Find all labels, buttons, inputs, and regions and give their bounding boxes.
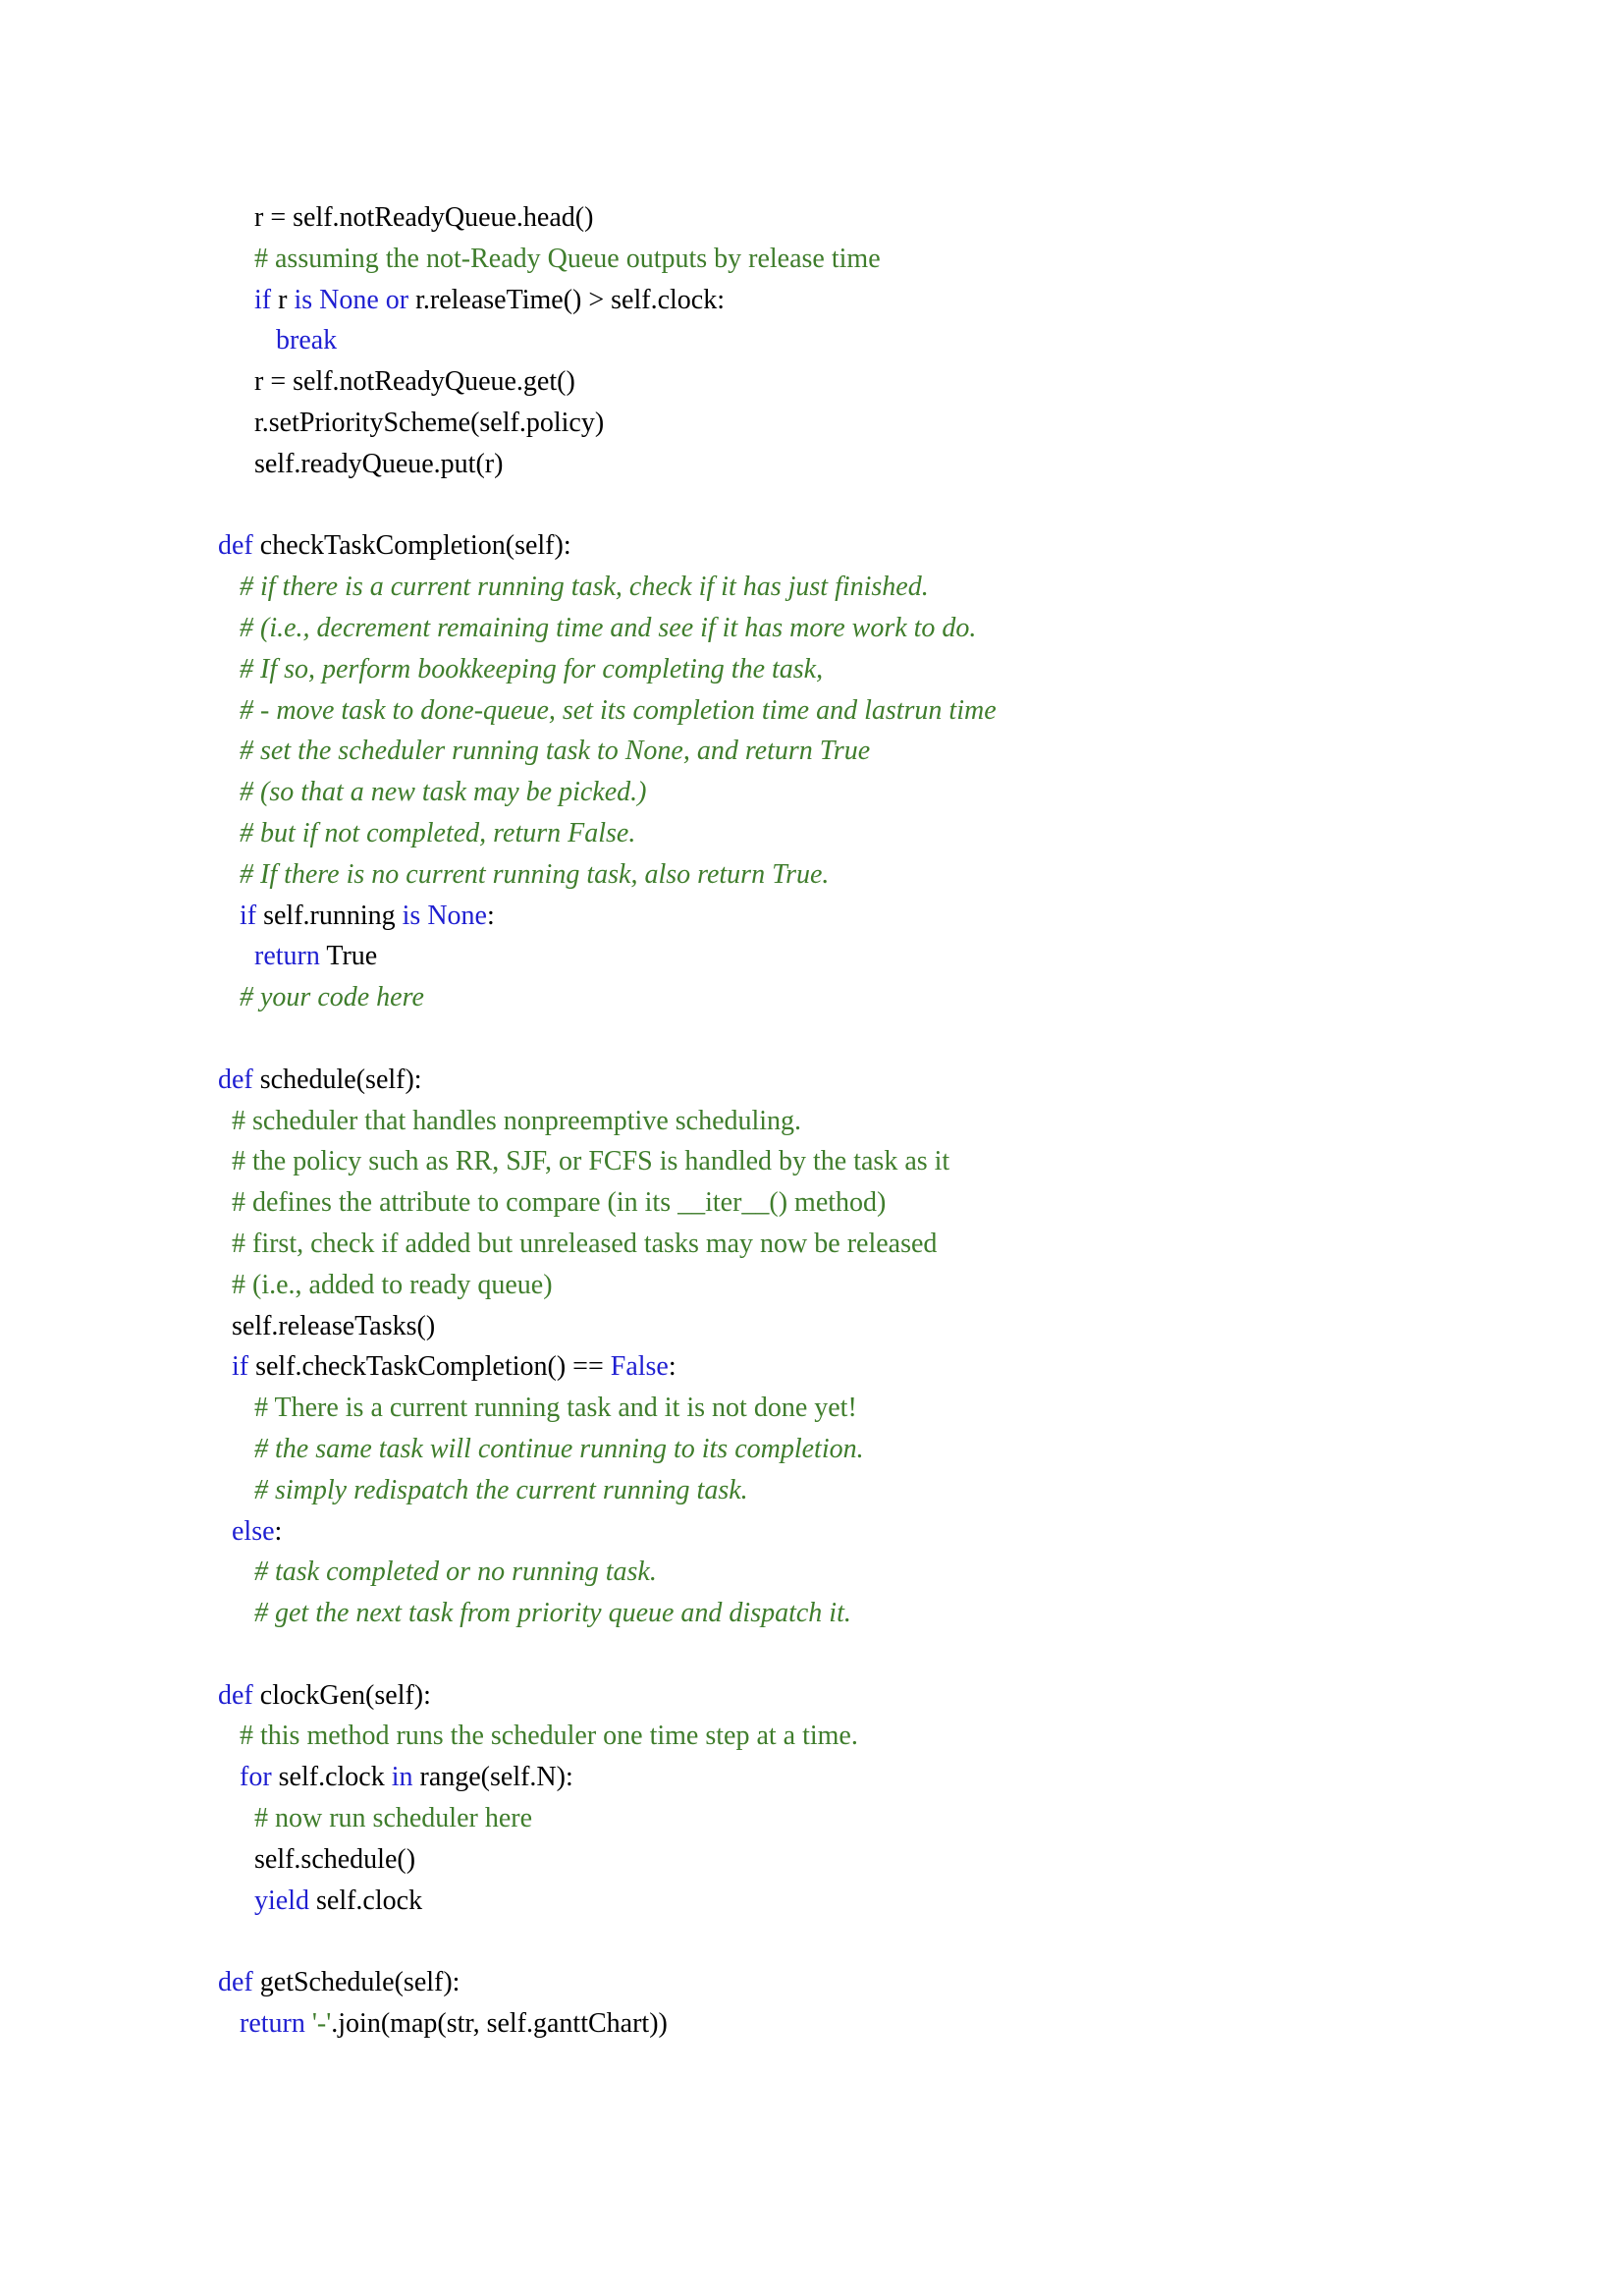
- code-token: [379, 285, 386, 315]
- code-line: [0, 936, 1624, 977]
- code-line: [0, 525, 1624, 567]
- comment-token: # this method runs the scheduler one time step at a time.: [240, 1721, 858, 1752]
- code-token: schedule(self):: [252, 1064, 422, 1095]
- blank-line: [0, 1921, 1624, 1962]
- keyword-token: def: [218, 1679, 253, 1711]
- code-token: True: [319, 941, 378, 972]
- code-line: [0, 1511, 1624, 1553]
- code-line: [0, 1552, 1624, 1593]
- keyword-token: None: [427, 900, 487, 931]
- keyword-token: else: [232, 1515, 275, 1547]
- code-line: [0, 239, 1624, 280]
- code-line: [0, 320, 1624, 361]
- code-token: self.clock: [271, 1762, 392, 1793]
- code-token: r.setPriorityScheme(self.policy): [254, 407, 605, 438]
- code-line: [0, 1881, 1624, 1922]
- keyword-token: or: [385, 284, 409, 315]
- code-line: [0, 280, 1624, 321]
- comment-token: # set the scheduler running task to None, and return True: [240, 736, 871, 767]
- code-line: [0, 361, 1624, 403]
- code-line: [0, 403, 1624, 444]
- code-token: :: [274, 1515, 283, 1547]
- code-line: [0, 1346, 1624, 1388]
- code-line: [0, 772, 1624, 813]
- code-listing: [0, 197, 1624, 2045]
- code-token: self.releaseTasks(): [232, 1310, 436, 1341]
- keyword-token: if: [240, 900, 257, 931]
- code-token: r: [271, 284, 295, 315]
- code-line: [0, 1182, 1624, 1224]
- code-token: checkTaskCompletion(self):: [252, 530, 571, 562]
- keyword-token: def: [218, 1967, 253, 1998]
- comment-token: # If so, perform bookkeeping for completing the task,: [240, 653, 824, 684]
- code-token: self.clock: [309, 1885, 423, 1916]
- code-line: [0, 1798, 1624, 1839]
- code-line: [0, 1757, 1624, 1798]
- comment-token: # (i.e., added to ready queue): [232, 1269, 553, 1300]
- code-line: [0, 1101, 1624, 1142]
- comment-token: # first, check if added but unreleased tasks may now be released: [232, 1228, 938, 1259]
- code-token: .join(map(str, self.ganttChart)): [331, 2008, 668, 2040]
- code-line: [0, 1839, 1624, 1881]
- code-line: [0, 608, 1624, 649]
- code-line: [0, 1429, 1624, 1470]
- code-line: [0, 1470, 1624, 1511]
- keyword-token: def: [218, 530, 253, 562]
- code-line: [0, 444, 1624, 485]
- code-line: [0, 567, 1624, 608]
- keyword-token: return: [240, 2008, 305, 2040]
- comment-token: # if there is a current running task, check if it has just finished.: [240, 572, 929, 603]
- comment-token: # your code here: [240, 982, 424, 1013]
- comment-token: # the same task will continue running to its completion.: [254, 1433, 864, 1464]
- keyword-token: if: [232, 1351, 249, 1383]
- code-token: self.checkTaskCompletion() ==: [248, 1351, 611, 1383]
- code-line: [0, 1060, 1624, 1101]
- keyword-token: for: [240, 1762, 272, 1793]
- code-token: r = self.notReadyQueue.get(): [254, 366, 575, 398]
- code-token: self.running: [256, 900, 403, 931]
- code-line: [0, 813, 1624, 854]
- keyword-token: return: [254, 941, 320, 972]
- comment-token: # the policy such as RR, SJF, or FCFS is handled by the task as it: [232, 1146, 950, 1177]
- comment-token: # scheduler that handles nonpreemptive scheduling.: [232, 1105, 802, 1136]
- code-token: [305, 2008, 312, 2039]
- comment-token: # task completed or no running task.: [254, 1557, 657, 1588]
- string-token: '-': [311, 2008, 332, 2040]
- keyword-token: False: [610, 1351, 669, 1383]
- blank-line: [0, 1634, 1624, 1675]
- code-line: [0, 1716, 1624, 1757]
- code-line: [0, 1306, 1624, 1347]
- code-line: [0, 1675, 1624, 1717]
- code-token: self.readyQueue.put(r): [254, 448, 504, 479]
- code-token: r.releaseTime() > self.clock:: [408, 284, 725, 315]
- comment-token: # simply redispatch the current running task.: [254, 1474, 748, 1505]
- comment-token: # There is a current running task and it is not done yet!: [254, 1393, 857, 1424]
- keyword-token: yield: [254, 1885, 309, 1916]
- blank-line: [0, 485, 1624, 526]
- code-line: [0, 1141, 1624, 1182]
- code-token: clockGen(self):: [252, 1679, 431, 1711]
- keyword-token: if: [254, 284, 272, 315]
- code-line: [0, 896, 1624, 937]
- code-line: [0, 690, 1624, 732]
- code-line: [0, 1593, 1624, 1634]
- code-line: [0, 649, 1624, 690]
- comment-token: # but if not completed, return False.: [240, 817, 636, 848]
- code-line: [0, 1265, 1624, 1306]
- code-token: range(self.N):: [412, 1762, 573, 1793]
- code-line: [0, 1388, 1624, 1429]
- code-line: [0, 731, 1624, 772]
- code-token: :: [486, 900, 495, 931]
- keyword-token: None: [319, 284, 379, 315]
- code-line: [0, 1224, 1624, 1265]
- comment-token: # - move task to done-queue, set its completion time and lastrun time: [240, 694, 997, 726]
- comment-token: # defines the attribute to compare (in its __iter__() method): [232, 1187, 887, 1219]
- code-token: :: [668, 1351, 677, 1383]
- comment-token: # assuming the not-Ready Queue outputs by release time: [254, 243, 881, 274]
- keyword-token: is: [402, 900, 421, 931]
- comment-token: # If there is no current running task, also return True.: [240, 858, 830, 890]
- code-token: r = self.notReadyQueue.head(): [254, 202, 594, 233]
- code-line: [0, 854, 1624, 896]
- keyword-token: def: [218, 1064, 253, 1095]
- keyword-token: in: [391, 1762, 413, 1793]
- code-token: getSchedule(self):: [252, 1967, 460, 1998]
- comment-token: # now run scheduler here: [254, 1803, 533, 1834]
- code-line: [0, 197, 1624, 239]
- code-line: [0, 977, 1624, 1018]
- code-token: self.schedule(): [254, 1843, 416, 1875]
- blank-line: [0, 1018, 1624, 1060]
- keyword-token: break: [276, 325, 338, 356]
- comment-token: # get the next task from priority queue and dispatch it.: [254, 1598, 851, 1629]
- comment-token: # (i.e., decrement remaining time and see if it has more work to do.: [240, 612, 977, 643]
- comment-token: # (so that a new task may be picked.): [240, 777, 647, 808]
- code-line: [0, 2003, 1624, 2045]
- code-line: [0, 1962, 1624, 2003]
- keyword-token: is: [294, 284, 313, 315]
